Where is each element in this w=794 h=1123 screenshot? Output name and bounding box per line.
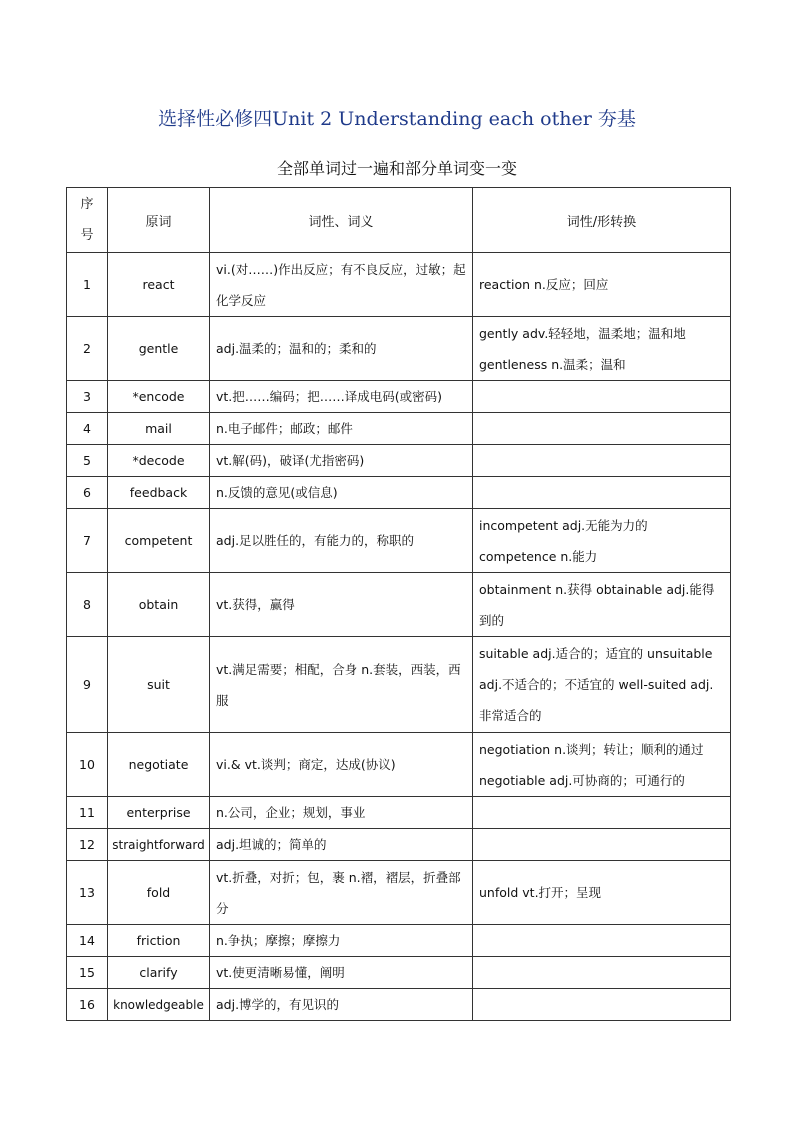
row-word: friction (108, 925, 210, 957)
row-word: straightforward (108, 829, 210, 861)
row-forms (473, 445, 731, 477)
row-meaning: n.电子邮件；邮政；邮件 (210, 413, 473, 445)
row-number: 12 (67, 829, 108, 861)
header-meaning: 词性、词义 (210, 188, 473, 253)
table-row (67, 317, 731, 381)
table-row (67, 253, 731, 317)
header-word: 原词 (108, 188, 210, 253)
row-word: enterprise (108, 797, 210, 829)
row-word: fold (108, 861, 210, 925)
row-meaning: vt.满足需要；相配，合身 n.套装，西装，西服 (210, 637, 473, 733)
table-row (67, 829, 731, 861)
row-forms (473, 797, 731, 829)
table-row (67, 989, 731, 1021)
row-word: mail (108, 413, 210, 445)
row-meaning: n.反馈的意见(或信息) (210, 477, 473, 509)
table-row (67, 733, 731, 797)
table-row (67, 957, 731, 989)
header-serial-label: 序号 (80, 197, 94, 243)
row-forms: gently adv.轻轻地，温柔地；温和地 gentleness n.温柔；温和 (473, 317, 731, 381)
row-meaning: vt.解(码)，破译(尤指密码) (210, 445, 473, 477)
row-number: 2 (67, 317, 108, 381)
row-number: 1 (67, 253, 108, 317)
row-number: 10 (67, 733, 108, 797)
row-meaning: vt.使更清晰易懂，阐明 (210, 957, 473, 989)
row-meaning: vt.把……编码；把……译成电码(或密码) (210, 381, 473, 413)
header-forms: 词性/形转换 (473, 188, 731, 253)
row-forms (473, 925, 731, 957)
row-forms (473, 381, 731, 413)
row-number: 9 (67, 637, 108, 733)
row-number: 6 (67, 477, 108, 509)
row-word: negotiate (108, 733, 210, 797)
row-meaning: adj.坦诚的；简单的 (210, 829, 473, 861)
row-number: 11 (67, 797, 108, 829)
table-row (67, 797, 731, 829)
row-forms (473, 477, 731, 509)
page-title: 选择性必修四Unit 2 Understanding each other 夯基 (158, 108, 636, 130)
row-forms: suitable adj.适合的；适宜的 unsuitable adj.不适合的；不适宜的 well-suited adj.非常适合的 (473, 637, 731, 733)
row-word: *decode (108, 445, 210, 477)
row-word: knowledgeable (108, 989, 210, 1021)
row-word: react (108, 253, 210, 317)
row-meaning: adj.博学的，有见识的 (210, 989, 473, 1021)
table-row (67, 861, 731, 925)
row-meaning: vt.折叠，对折；包，裹 n.褶，褶层，折叠部分 (210, 861, 473, 925)
row-meaning: n.争执；摩擦；摩擦力 (210, 925, 473, 957)
row-forms (473, 413, 731, 445)
row-word: gentle (108, 317, 210, 381)
row-word: feedback (108, 477, 210, 509)
row-meaning: n.公司，企业；规划，事业 (210, 797, 473, 829)
row-forms: incompetent adj.无能为力的 competence n.能力 (473, 509, 731, 573)
table-row (67, 477, 731, 509)
row-number: 5 (67, 445, 108, 477)
header-serial (67, 188, 108, 253)
vocabulary-table (66, 187, 731, 1021)
row-number: 14 (67, 925, 108, 957)
row-number: 15 (67, 957, 108, 989)
row-number: 3 (67, 381, 108, 413)
row-meaning: adj.足以胜任的，有能力的，称职的 (210, 509, 473, 573)
row-forms (473, 829, 731, 861)
row-forms: obtainment n.获得 obtainable adj.能得到的 (473, 573, 731, 637)
row-forms: reaction n.反应；回应 (473, 253, 731, 317)
row-meaning: vt.获得，赢得 (210, 573, 473, 637)
row-word: suit (108, 637, 210, 733)
row-number: 7 (67, 509, 108, 573)
table-row (67, 509, 731, 573)
row-forms (473, 989, 731, 1021)
row-number: 4 (67, 413, 108, 445)
row-number: 8 (67, 573, 108, 637)
row-forms: unfold vt.打开；呈现 (473, 861, 731, 925)
table-row (67, 573, 731, 637)
row-forms (473, 957, 731, 989)
row-word: clarify (108, 957, 210, 989)
row-number: 16 (67, 989, 108, 1021)
row-meaning: vi.(对……)作出反应；有不良反应，过敏；起化学反应 (210, 253, 473, 317)
row-word: competent (108, 509, 210, 573)
row-word: obtain (108, 573, 210, 637)
row-meaning: vi.& vt.谈判；商定，达成(协议) (210, 733, 473, 797)
row-number: 13 (67, 861, 108, 925)
table-row (67, 413, 731, 445)
table-row (67, 381, 731, 413)
row-word: *encode (108, 381, 210, 413)
table-row (67, 637, 731, 733)
table-row (67, 445, 731, 477)
row-meaning: adj.温柔的；温和的；柔和的 (210, 317, 473, 381)
page-subtitle: 全部单词过一遍和部分单词变一变 (276, 159, 517, 178)
table-header-row (67, 188, 731, 253)
table-row (67, 925, 731, 957)
row-forms: negotiation n.谈判；转让；顺利的通过 negotiable adj.可协商的；可通行的 (473, 733, 731, 797)
